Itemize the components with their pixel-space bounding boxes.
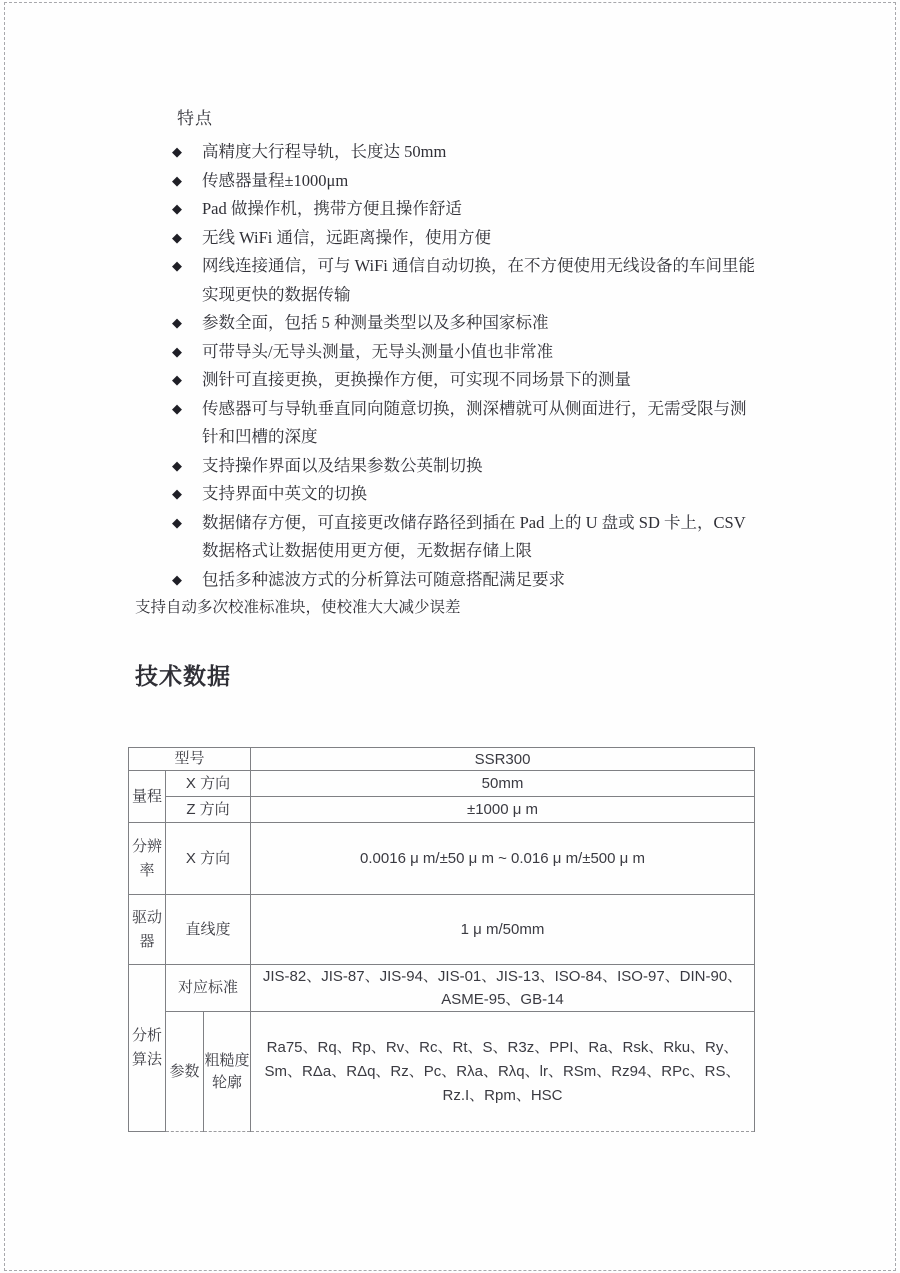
diamond-bullet-icon: ◆ xyxy=(172,229,182,245)
feature-text: 可带导头/无导头测量，无导头测量小值也非常准 xyxy=(202,341,554,361)
diamond-bullet-icon: ◆ xyxy=(172,486,182,501)
range-x-value-cell: 50mm xyxy=(251,771,755,797)
diamond-bullet-icon: ◆ xyxy=(172,571,182,587)
feature-text: 支持操作界面以及结果参数公英制切换 xyxy=(202,455,483,475)
list-item xyxy=(172,224,762,253)
list-item xyxy=(172,309,762,338)
diamond-bullet-icon: ◆ xyxy=(172,258,182,273)
analysis-label-cell: 分析算法 xyxy=(129,965,166,1132)
list-item xyxy=(172,252,762,309)
resolution-label-cell: 分辨率 xyxy=(129,823,166,895)
resolution-x-label-cell: X 方向 xyxy=(166,823,251,895)
range-x-label-cell: X 方向 xyxy=(166,771,251,797)
model-value-cell: SSR300 xyxy=(251,748,755,771)
range-z-label-cell: Z 方向 xyxy=(166,797,251,823)
list-item xyxy=(172,452,762,481)
roughness-profile-label-cell: 粗糙度轮廓 xyxy=(204,1012,251,1132)
table-row xyxy=(129,1012,755,1132)
range-label-cell: 量程 xyxy=(129,771,166,823)
model-label-cell: 型号 xyxy=(129,748,251,771)
table-row xyxy=(129,895,755,965)
feature-text: Pad 做操作机，携带方便且操作舒适 xyxy=(202,199,462,218)
feature-text: 测针可直接更换，更换操作方便，可实现不同场景下的测量 xyxy=(202,370,631,389)
diamond-bullet-icon: ◆ xyxy=(172,514,182,530)
table-row xyxy=(129,823,755,895)
range-z-value-cell: ±1000 μ m xyxy=(251,797,755,823)
diamond-bullet-icon: ◆ xyxy=(172,315,182,330)
feature-text: 支持界面中英文的切换 xyxy=(202,484,367,503)
diamond-bullet-icon: ◆ xyxy=(172,457,182,473)
calibration-note: 支持自动多次校准标准块，使校准大大减少误差 xyxy=(135,599,461,616)
drive-label-cell: 驱动器 xyxy=(129,895,166,965)
standards-value-cell: JIS-82、JIS-87、JIS-94、JIS-01、JIS-13、ISO-84、ISO-97、DIN-90、ASME-95、GB-14 xyxy=(251,965,755,1012)
standards-label-cell: 对应标准 xyxy=(166,965,251,1012)
params-value-cell: Ra75、Rq、Rp、Rv、Rc、Rt、S、R3z、PPI、Ra、Rsk、Rku、Ry、Sm、RΔa、RΔq、Rz、Pc、Rλa、Rλq、lr、RSm、Rz94、RPc、RS、Rz.I、Rpm、HSC xyxy=(251,1012,755,1132)
table-row xyxy=(129,748,755,771)
feature-text: 参数全面，包括 5 种测量类型以及多种国家标准 xyxy=(202,313,549,332)
table-row xyxy=(129,797,755,823)
list-item xyxy=(172,566,762,595)
diamond-bullet-icon: ◆ xyxy=(172,201,182,216)
feature-text: 无线 WiFi 通信，远距离操作，使用方便 xyxy=(202,227,492,247)
list-item xyxy=(172,195,762,224)
feature-text: 包括多种滤波方式的分析算法可随意搭配满足要求 xyxy=(202,569,565,589)
feature-text: 网线连接通信，可与 WiFi 通信自动切换，在不方便使用无线设备的车间里能实现更快的数据传输 xyxy=(202,256,756,304)
tech-data-heading: 技术数据 xyxy=(135,664,231,689)
feature-text: 传感器可与导轨垂直同向随意切换，测深槽就可从侧面进行，无需受限与测针和凹槽的深度 xyxy=(202,398,747,446)
list-item xyxy=(172,480,762,509)
feature-text: 传感器量程±1000μm xyxy=(202,170,349,190)
table-row xyxy=(129,965,755,1012)
spec-table xyxy=(128,747,755,1132)
list-item xyxy=(172,138,762,167)
params-label-cell: 参数 xyxy=(166,1012,204,1132)
straightness-value-cell: 1 μ m/50mm xyxy=(251,895,755,965)
list-item xyxy=(172,395,762,452)
feature-text: 数据储存方便，可直接更改储存路径到插在 Pad 上的 U 盘或 SD 卡上，CSV 数据格式让数据使用更方便，无数据存储上限 xyxy=(202,512,746,560)
list-item xyxy=(172,338,762,367)
diamond-bullet-icon: ◆ xyxy=(172,400,182,416)
list-item xyxy=(172,167,762,196)
diamond-bullet-icon: ◆ xyxy=(172,372,182,387)
diamond-bullet-icon: ◆ xyxy=(172,144,182,159)
features-list xyxy=(172,138,762,594)
diamond-bullet-icon: ◆ xyxy=(172,172,182,188)
table-row xyxy=(129,771,755,797)
feature-text: 高精度大行程导轨，长度达 50mm xyxy=(202,142,447,161)
list-item xyxy=(172,366,762,395)
resolution-x-value-cell: 0.0016 μ m/±50 μ m ~ 0.016 μ m/±500 μ m xyxy=(251,823,755,895)
diamond-bullet-icon: ◆ xyxy=(172,343,182,359)
straightness-label-cell: 直线度 xyxy=(166,895,251,965)
list-item xyxy=(172,509,762,566)
features-heading: 特点 xyxy=(177,109,213,128)
